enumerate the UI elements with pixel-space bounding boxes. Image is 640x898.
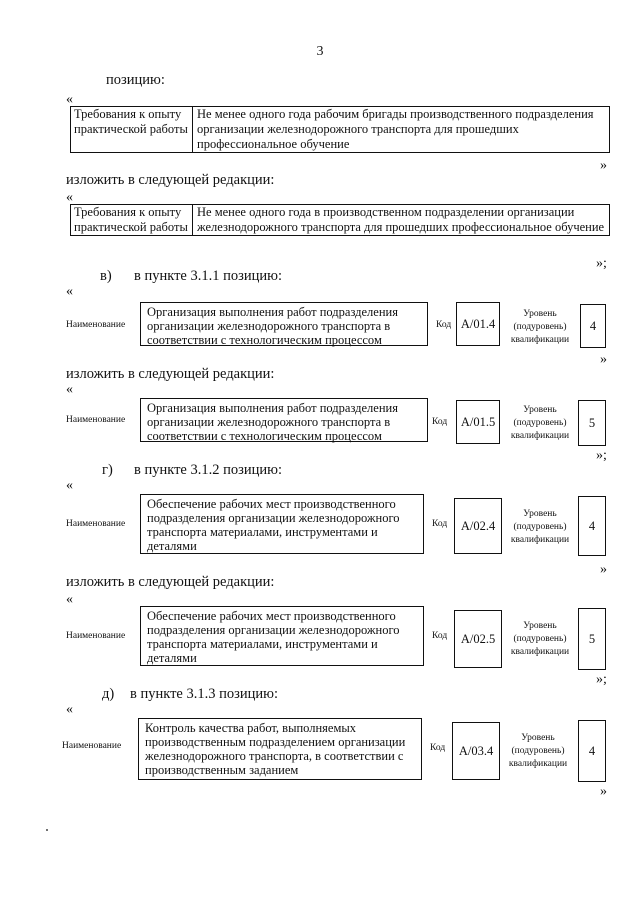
requirements-label: Требования к опыту практической работы: [71, 205, 193, 236]
close-quote: »;: [596, 672, 607, 687]
open-quote: «: [66, 382, 73, 397]
code-box: A/02.5: [454, 610, 502, 668]
code-box: A/03.4: [452, 722, 500, 780]
replace-heading: изложить в следующей редакции:: [66, 574, 275, 590]
level-box: 4: [578, 496, 606, 556]
open-quote: «: [66, 702, 73, 717]
level-label: Уровень (подуровень) квалификации: [510, 405, 570, 441]
requirements-table-new: [70, 204, 610, 236]
section-letter: д): [102, 686, 115, 702]
requirements-text: Не менее одного года в производственном подразделении организации железнодорожного транспорта для прошедших профессиональное обучение: [193, 205, 610, 236]
name-label: Наименование: [66, 415, 126, 425]
code-label: Код: [432, 519, 448, 529]
section-letter: г): [102, 462, 113, 478]
level-label: Уровень (подуровень) квалификации: [510, 509, 570, 545]
name-label: Наименование: [66, 320, 126, 330]
code-label: Код: [432, 631, 448, 641]
requirements-table-old: [70, 106, 610, 153]
level-label: Уровень (подуровень) квалификации: [508, 733, 568, 769]
code-box: A/01.5: [456, 400, 500, 444]
function-name-box: Обеспечение рабочих мест производственного подразделения организации железнодорожного транспорта материалами, инструментами и деталями: [140, 606, 424, 666]
requirements-text: Не менее одного года рабочим бригады производственного подразделения организации железнодорожного транспорта для прошедших профессиональное обучение: [193, 107, 610, 153]
position-label: позицию:: [106, 72, 165, 88]
name-label: Наименование: [66, 631, 126, 641]
section-letter: в): [100, 268, 112, 284]
section-heading: в пункте 3.1.2 позицию:: [134, 462, 282, 478]
close-quote: »: [600, 562, 607, 577]
replace-heading: изложить в следующей редакции:: [66, 366, 275, 382]
code-box: A/01.4: [456, 302, 500, 346]
level-box: 4: [578, 720, 606, 782]
open-quote: «: [66, 592, 73, 607]
function-name-box: Обеспечение рабочих мест производственного подразделения организации железнодорожного транспорта материалами, инструментами и деталями: [140, 494, 424, 554]
function-name-box: Организация выполнения работ подразделения организации железнодорожного транспорта в соответствии с технологическим процессом: [140, 398, 428, 442]
level-box: 4: [580, 304, 606, 348]
level-label: Уровень (подуровень) квалификации: [510, 621, 570, 657]
section-heading: в пункте 3.1.1 позицию:: [134, 268, 282, 284]
level-label: Уровень (подуровень) квалификации: [510, 309, 570, 345]
code-label: Код: [436, 320, 452, 330]
code-label: Код: [432, 417, 448, 427]
close-quote: »;: [596, 256, 607, 271]
level-box: 5: [578, 608, 606, 670]
function-name-box: Контроль качества работ, выполняемых производственным подразделением организации железнодорожного транспорта, в соответствии с производственным заданием: [138, 718, 422, 780]
close-quote: »;: [596, 448, 607, 463]
name-label: Наименование: [62, 741, 122, 751]
requirements-label: Требования к опыту практической работы: [71, 107, 193, 153]
open-quote: «: [66, 190, 73, 205]
code-label: Код: [430, 743, 446, 753]
open-quote: «: [66, 478, 73, 493]
scan-dot: [46, 829, 48, 831]
close-quote: »: [600, 784, 607, 799]
function-name-box: Организация выполнения работ подразделения организации железнодорожного транспорта в соответствии с технологическим процессом: [140, 302, 428, 346]
code-box: A/02.4: [454, 498, 502, 554]
open-quote: «: [66, 92, 73, 107]
level-box: 5: [578, 400, 606, 446]
replace-heading: изложить в следующей редакции:: [66, 172, 275, 188]
close-quote: »: [600, 158, 607, 173]
section-heading: в пункте 3.1.3 позицию:: [130, 686, 278, 702]
close-quote: »: [600, 352, 607, 367]
name-label: Наименование: [66, 519, 126, 529]
page-number: 3: [316, 44, 324, 59]
open-quote: «: [66, 284, 73, 299]
